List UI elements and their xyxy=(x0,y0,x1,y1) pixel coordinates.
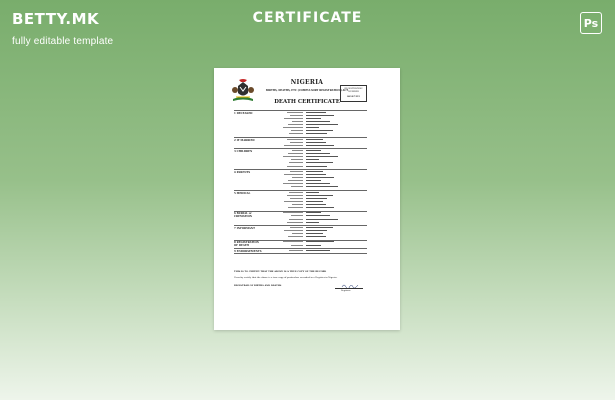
row-label xyxy=(263,145,306,148)
section-body xyxy=(263,227,367,239)
section-row xyxy=(263,145,367,148)
row-label xyxy=(263,222,306,225)
certificate-section xyxy=(234,248,367,254)
section-title: 2 IF MARRIED xyxy=(234,138,255,142)
certificate-section xyxy=(234,110,367,137)
certificate-section xyxy=(234,240,367,248)
document-title: DEATH CERTIFICATE xyxy=(274,99,340,105)
row-value xyxy=(306,165,367,168)
section-row xyxy=(263,222,367,225)
row-label xyxy=(263,165,306,168)
row-value xyxy=(306,222,367,225)
row-label xyxy=(263,207,306,210)
row-value xyxy=(306,133,367,136)
section-row xyxy=(263,133,367,136)
section-title: 4 PARENTS xyxy=(234,170,251,174)
footer-certify: THIS IS TO CERTIFY THAT THE ABOVE IS A TRUE COPY OF THE RECORD xyxy=(234,270,327,273)
row-value xyxy=(306,250,367,253)
section-title: 5 MEDICAL xyxy=(234,191,251,195)
row-label xyxy=(263,250,306,253)
section-row xyxy=(263,207,367,210)
certificate-preview xyxy=(214,68,400,330)
certificate-section xyxy=(234,211,367,226)
section-body xyxy=(263,241,367,247)
row-value xyxy=(306,207,367,210)
section-title: 1 DECEASED xyxy=(234,111,253,115)
section-row xyxy=(263,236,367,239)
section-title: 3 CHILDREN xyxy=(234,150,253,153)
row-value xyxy=(306,236,367,239)
row-label xyxy=(263,186,306,189)
section-body xyxy=(263,112,367,137)
section-body xyxy=(263,139,367,148)
page-title: CERTIFICATE xyxy=(252,10,363,26)
section-body xyxy=(263,150,367,169)
certificate-section xyxy=(234,137,367,148)
section-body xyxy=(263,212,367,224)
brand-logo: BETTY.MK xyxy=(12,10,100,28)
row-value xyxy=(306,244,367,247)
section-title: 6 BURIAL or CREMATION xyxy=(234,212,253,219)
photoshop-icon: Ps xyxy=(580,12,602,34)
section-row xyxy=(263,186,367,189)
row-value xyxy=(306,145,367,148)
row-label xyxy=(263,236,306,239)
section-title: 8 REGISTRATION OF DEATH xyxy=(234,241,259,248)
registration-number: 2034/7435 xyxy=(347,95,360,98)
certificate-section xyxy=(234,169,367,190)
certificate-section xyxy=(234,225,367,240)
signature-label: Registrar xyxy=(341,290,351,292)
section-row xyxy=(263,250,367,253)
certificate-section xyxy=(234,190,367,211)
certificate-section xyxy=(234,148,367,169)
row-label xyxy=(263,133,306,136)
section-body xyxy=(263,192,367,211)
row-value xyxy=(306,186,367,189)
document-subtitle: BIRTHS, DEATHS, ETC (COMPULSORY REGISTRATION) ACT xyxy=(265,89,349,92)
row-label xyxy=(263,244,306,247)
brand-tagline: fully editable template xyxy=(12,36,114,47)
registration-label: REGISTRATION NUMBER xyxy=(344,87,363,93)
section-body xyxy=(263,250,367,253)
section-title: 9 ENDORSEMENTS xyxy=(234,249,262,253)
footer-registrar: REGISTRAR OF BIRTHS AND DEATHS xyxy=(234,284,282,287)
section-row xyxy=(263,165,367,168)
certificate-table xyxy=(234,110,367,254)
section-title: 7 INFORMANT xyxy=(234,226,255,230)
section-row xyxy=(263,244,367,247)
signature-line xyxy=(335,288,363,289)
footer-note: I hereby certify that the above is a true copy of particulars recorded in a Register in Nigeria. xyxy=(234,276,338,279)
section-body xyxy=(263,171,367,190)
document-country: NIGERIA xyxy=(290,79,324,86)
